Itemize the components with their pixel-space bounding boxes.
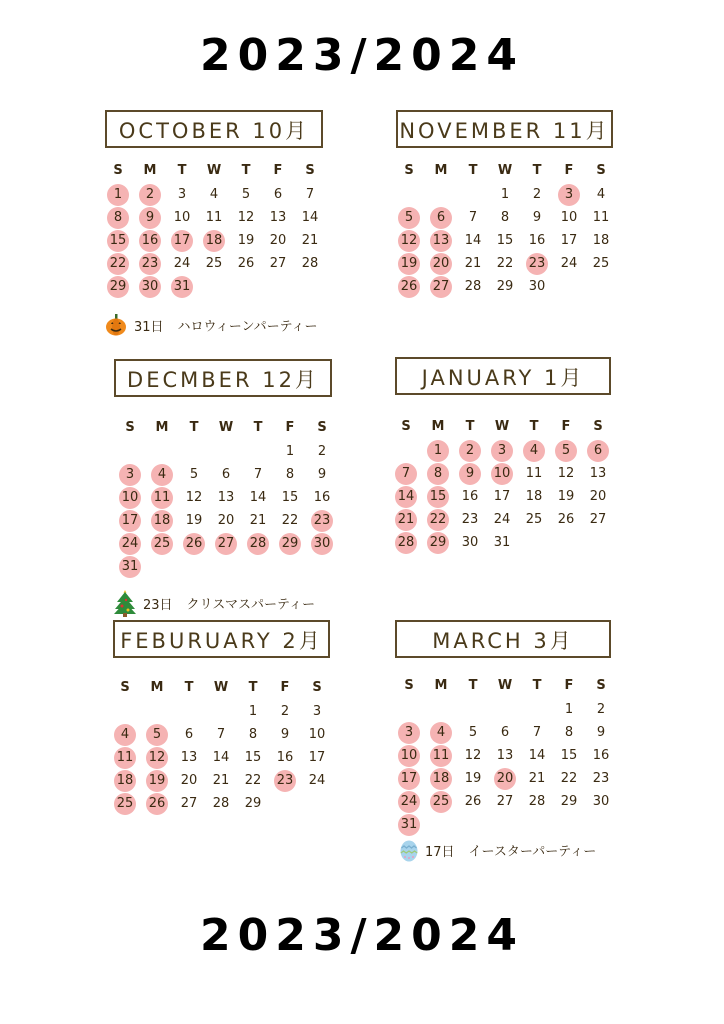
month-title: JANUARY 1月	[395, 357, 611, 395]
calendar-day: 11	[592, 210, 610, 225]
event-text: クリスマスパーティー	[186, 597, 315, 613]
weekday-header: M	[434, 163, 448, 178]
weekday-header: F	[273, 163, 283, 178]
calendar-day: 5	[241, 187, 251, 202]
calendar-day: 4	[596, 187, 606, 202]
calendar-day: 19	[464, 771, 482, 786]
highlighted-day: 10	[491, 463, 513, 485]
calendar-day: 28	[464, 279, 482, 294]
highlighted-day: 4	[114, 724, 136, 746]
event-christmas	[113, 589, 315, 621]
calendar-day: 19	[557, 489, 575, 504]
calendar-day: 14	[212, 750, 230, 765]
highlighted-day: 26	[398, 276, 420, 298]
weekday-header: T	[465, 419, 475, 434]
weekday-header: S	[404, 163, 414, 178]
highlighted-day: 21	[395, 509, 417, 531]
weekday-header: S	[312, 680, 322, 695]
highlighted-day: 3	[119, 464, 141, 486]
weekday-header: T	[468, 678, 478, 693]
highlighted-day: 20	[494, 768, 516, 790]
month-title: FEBURUARY 2月	[113, 620, 330, 658]
calendar-day: 14	[528, 748, 546, 763]
highlighted-day: 15	[427, 486, 449, 508]
calendar-day: 16	[528, 233, 546, 248]
calendar-day: 2	[280, 704, 290, 719]
calendar-day: 11	[205, 210, 223, 225]
highlighted-day: 4	[151, 464, 173, 486]
highlighted-day: 22	[107, 253, 129, 275]
calendar-day: 6	[273, 187, 283, 202]
calendar-day: 28	[212, 796, 230, 811]
calendar-day: 21	[249, 513, 267, 528]
calendar-day: 17	[308, 750, 326, 765]
calendar-day: 8	[500, 210, 510, 225]
calendar-day: 24	[560, 256, 578, 271]
month-title: NOVEMBER 11月	[396, 110, 613, 148]
calendar-day: 29	[496, 279, 514, 294]
easter-egg-icon	[399, 838, 419, 866]
calendar-day: 4	[209, 187, 219, 202]
weekday-header: M	[150, 680, 164, 695]
calendar-day: 10	[173, 210, 191, 225]
calendar-day: 29	[560, 794, 578, 809]
calendar-day: 26	[557, 512, 575, 527]
highlighted-day: 29	[427, 532, 449, 554]
calendar-day: 19	[237, 233, 255, 248]
calendar-day: 12	[237, 210, 255, 225]
highlighted-day: 24	[398, 791, 420, 813]
weekday-header: F	[564, 163, 574, 178]
calendar-day: 10	[560, 210, 578, 225]
calendar-day: 28	[301, 256, 319, 271]
pumpkin-icon	[104, 313, 128, 341]
calendar-day: 12	[464, 748, 482, 763]
highlighted-day: 5	[398, 207, 420, 229]
highlighted-day: 23	[274, 770, 296, 792]
calendar-day: 25	[592, 256, 610, 271]
weekday-header: F	[564, 678, 574, 693]
calendar-day: 30	[461, 535, 479, 550]
calendar-day: 14	[249, 490, 267, 505]
event-day: 31日	[134, 319, 164, 335]
highlighted-day: 22	[427, 509, 449, 531]
event-day: 23日	[143, 597, 173, 613]
highlighted-day: 10	[398, 745, 420, 767]
calendar-day: 27	[496, 794, 514, 809]
weekday-header: F	[280, 680, 290, 695]
calendar-day: 16	[276, 750, 294, 765]
highlighted-day: 6	[430, 207, 452, 229]
highlighted-day: 28	[247, 533, 269, 555]
weekday-header: S	[120, 680, 130, 695]
calendar-day: 19	[185, 513, 203, 528]
highlighted-day: 25	[430, 791, 452, 813]
calendar-day: 16	[592, 748, 610, 763]
highlighted-day: 28	[395, 532, 417, 554]
calendar-day: 24	[308, 773, 326, 788]
calendar-day: 5	[189, 467, 199, 482]
month-title: MARCH 3月	[395, 620, 611, 658]
highlighted-day: 26	[183, 533, 205, 555]
highlighted-day: 14	[395, 486, 417, 508]
calendar-day: 22	[244, 773, 262, 788]
event-text: ハロウィーンパーティー	[177, 319, 318, 335]
calendar-day: 31	[493, 535, 511, 550]
calendar-day: 9	[280, 727, 290, 742]
highlighted-day: 2	[459, 440, 481, 462]
highlighted-day: 25	[114, 793, 136, 815]
weekday-header: S	[593, 419, 603, 434]
christmas-tree-icon	[113, 589, 137, 621]
highlighted-day: 17	[398, 768, 420, 790]
highlighted-day: 1	[107, 184, 129, 206]
highlighted-day: 30	[311, 533, 333, 555]
calendar-day: 1	[564, 702, 574, 717]
highlighted-day: 13	[430, 230, 452, 252]
event-text: イースターパーティー	[468, 844, 597, 860]
highlighted-day: 23	[526, 253, 548, 275]
calendar-day: 30	[528, 279, 546, 294]
weekday-header: T	[253, 420, 263, 435]
highlighted-day: 25	[151, 533, 173, 555]
calendar-day: 23	[592, 771, 610, 786]
calendar-day: 13	[496, 748, 514, 763]
calendar-day: 27	[180, 796, 198, 811]
highlighted-day: 27	[215, 533, 237, 555]
calendar-day: 12	[557, 466, 575, 481]
calendar-day: 6	[184, 727, 194, 742]
weekday-header: S	[305, 163, 315, 178]
highlighted-day: 23	[139, 253, 161, 275]
weekday-header: T	[184, 680, 194, 695]
highlighted-day: 18	[151, 510, 173, 532]
calendar-day: 13	[180, 750, 198, 765]
highlighted-day: 9	[459, 463, 481, 485]
calendar-day: 20	[589, 489, 607, 504]
calendar-day: 22	[281, 513, 299, 528]
calendar-day: 13	[217, 490, 235, 505]
calendar-day: 7	[216, 727, 226, 742]
highlighted-day: 20	[430, 253, 452, 275]
highlighted-day: 18	[430, 768, 452, 790]
highlighted-day: 29	[107, 276, 129, 298]
calendar-day: 25	[525, 512, 543, 527]
weekday-header: S	[401, 419, 411, 434]
highlighted-day: 31	[398, 814, 420, 836]
calendar-day: 16	[313, 490, 331, 505]
highlighted-day: 11	[114, 747, 136, 769]
calendar-day: 15	[560, 748, 578, 763]
month-title: DECMBER 12月	[114, 359, 332, 397]
calendar-day: 1	[248, 704, 258, 719]
calendar-day: 23	[461, 512, 479, 527]
calendar-day: 20	[269, 233, 287, 248]
calendar-day: 26	[237, 256, 255, 271]
calendar-day: 9	[532, 210, 542, 225]
calendar-day: 10	[308, 727, 326, 742]
weekday-header: M	[143, 163, 157, 178]
weekday-header: W	[494, 419, 510, 434]
calendar-day: 9	[596, 725, 606, 740]
highlighted-day: 3	[558, 184, 580, 206]
weekday-header: T	[532, 163, 542, 178]
highlighted-day: 2	[139, 184, 161, 206]
weekday-header: F	[561, 419, 571, 434]
calendar-day: 20	[217, 513, 235, 528]
highlighted-day: 12	[398, 230, 420, 252]
calendar-day: 3	[177, 187, 187, 202]
highlighted-day: 26	[146, 793, 168, 815]
weekday-header: S	[317, 420, 327, 435]
calendar-day: 29	[244, 796, 262, 811]
weekday-header: W	[218, 420, 234, 435]
weekday-header: S	[596, 163, 606, 178]
calendar-day: 3	[312, 704, 322, 719]
highlighted-day: 7	[395, 463, 417, 485]
weekday-header: T	[468, 163, 478, 178]
highlighted-day: 29	[279, 533, 301, 555]
calendar-day: 21	[212, 773, 230, 788]
calendar-day: 24	[173, 256, 191, 271]
highlighted-day: 27	[430, 276, 452, 298]
event-easter	[399, 838, 596, 866]
weekday-header: S	[113, 163, 123, 178]
highlighted-day: 3	[398, 722, 420, 744]
month-title: OCTOBER 10月	[105, 110, 323, 148]
calendar-day: 5	[468, 725, 478, 740]
highlighted-day: 12	[146, 747, 168, 769]
calendar-day: 24	[493, 512, 511, 527]
highlighted-day: 23	[311, 510, 333, 532]
calendar-day: 11	[525, 466, 543, 481]
event-day: 17日	[425, 844, 455, 860]
calendar-day: 12	[185, 490, 203, 505]
highlighted-day: 11	[430, 745, 452, 767]
calendar-day: 7	[532, 725, 542, 740]
highlighted-day: 24	[119, 533, 141, 555]
calendar-day: 2	[532, 187, 542, 202]
highlighted-day: 4	[523, 440, 545, 462]
highlighted-day: 19	[146, 770, 168, 792]
highlighted-day: 8	[427, 463, 449, 485]
calendar-day: 14	[301, 210, 319, 225]
calendar-day: 27	[269, 256, 287, 271]
weekday-header: T	[177, 163, 187, 178]
weekday-header: T	[529, 419, 539, 434]
calendar-day: 27	[589, 512, 607, 527]
highlighted-day: 31	[119, 556, 141, 578]
weekday-header: W	[497, 678, 513, 693]
calendar-day: 21	[528, 771, 546, 786]
calendar-day: 28	[528, 794, 546, 809]
weekday-header: S	[404, 678, 414, 693]
weekday-header: T	[241, 163, 251, 178]
weekday-header: T	[189, 420, 199, 435]
calendar-day: 2	[596, 702, 606, 717]
highlighted-day: 30	[139, 276, 161, 298]
highlighted-day: 9	[139, 207, 161, 229]
event-halloween	[104, 313, 318, 341]
calendar-day: 7	[468, 210, 478, 225]
calendar-day: 1	[285, 444, 295, 459]
highlighted-day: 11	[151, 487, 173, 509]
calendar-day: 15	[281, 490, 299, 505]
highlighted-day: 17	[171, 230, 193, 252]
calendar-day: 17	[560, 233, 578, 248]
weekday-header: S	[596, 678, 606, 693]
calendar-day: 20	[180, 773, 198, 788]
year-title-top: 2023/2024	[200, 30, 524, 81]
calendar-day: 1	[500, 187, 510, 202]
highlighted-day: 3	[491, 440, 513, 462]
calendar-day: 18	[592, 233, 610, 248]
highlighted-day: 15	[107, 230, 129, 252]
calendar-day: 21	[464, 256, 482, 271]
calendar-day: 26	[464, 794, 482, 809]
highlighted-day: 5	[146, 724, 168, 746]
highlighted-day: 16	[139, 230, 161, 252]
weekday-header: T	[532, 678, 542, 693]
weekday-header: F	[285, 420, 295, 435]
weekday-header: M	[155, 420, 169, 435]
weekday-header: M	[434, 678, 448, 693]
calendar-day: 6	[221, 467, 231, 482]
calendar-day: 22	[496, 256, 514, 271]
weekday-header: W	[213, 680, 229, 695]
calendar-day: 21	[301, 233, 319, 248]
highlighted-day: 5	[555, 440, 577, 462]
calendar-day: 13	[589, 466, 607, 481]
calendar-day: 15	[496, 233, 514, 248]
calendar-day: 30	[592, 794, 610, 809]
calendar-day: 8	[564, 725, 574, 740]
highlighted-day: 18	[203, 230, 225, 252]
calendar-day: 25	[205, 256, 223, 271]
calendar-day: 22	[560, 771, 578, 786]
weekday-header: M	[431, 419, 445, 434]
weekday-header: T	[248, 680, 258, 695]
weekday-header: W	[206, 163, 222, 178]
calendar-day: 16	[461, 489, 479, 504]
highlighted-day: 19	[398, 253, 420, 275]
highlighted-day: 4	[430, 722, 452, 744]
highlighted-day: 31	[171, 276, 193, 298]
highlighted-day: 10	[119, 487, 141, 509]
calendar-day: 8	[285, 467, 295, 482]
year-title-bottom: 2023/2024	[200, 910, 524, 961]
calendar-day: 18	[525, 489, 543, 504]
calendar-day: 7	[253, 467, 263, 482]
calendar-day: 13	[269, 210, 287, 225]
weekday-header: W	[497, 163, 513, 178]
highlighted-day: 17	[119, 510, 141, 532]
calendar-day: 15	[244, 750, 262, 765]
calendar-day: 8	[248, 727, 258, 742]
calendar-day: 6	[500, 725, 510, 740]
calendar-day: 14	[464, 233, 482, 248]
calendar-day: 2	[317, 444, 327, 459]
calendar-day: 17	[493, 489, 511, 504]
highlighted-day: 18	[114, 770, 136, 792]
highlighted-day: 6	[587, 440, 609, 462]
weekday-header: S	[125, 420, 135, 435]
calendar-day: 9	[317, 467, 327, 482]
highlighted-day: 1	[427, 440, 449, 462]
highlighted-day: 8	[107, 207, 129, 229]
calendar-day: 7	[305, 187, 315, 202]
